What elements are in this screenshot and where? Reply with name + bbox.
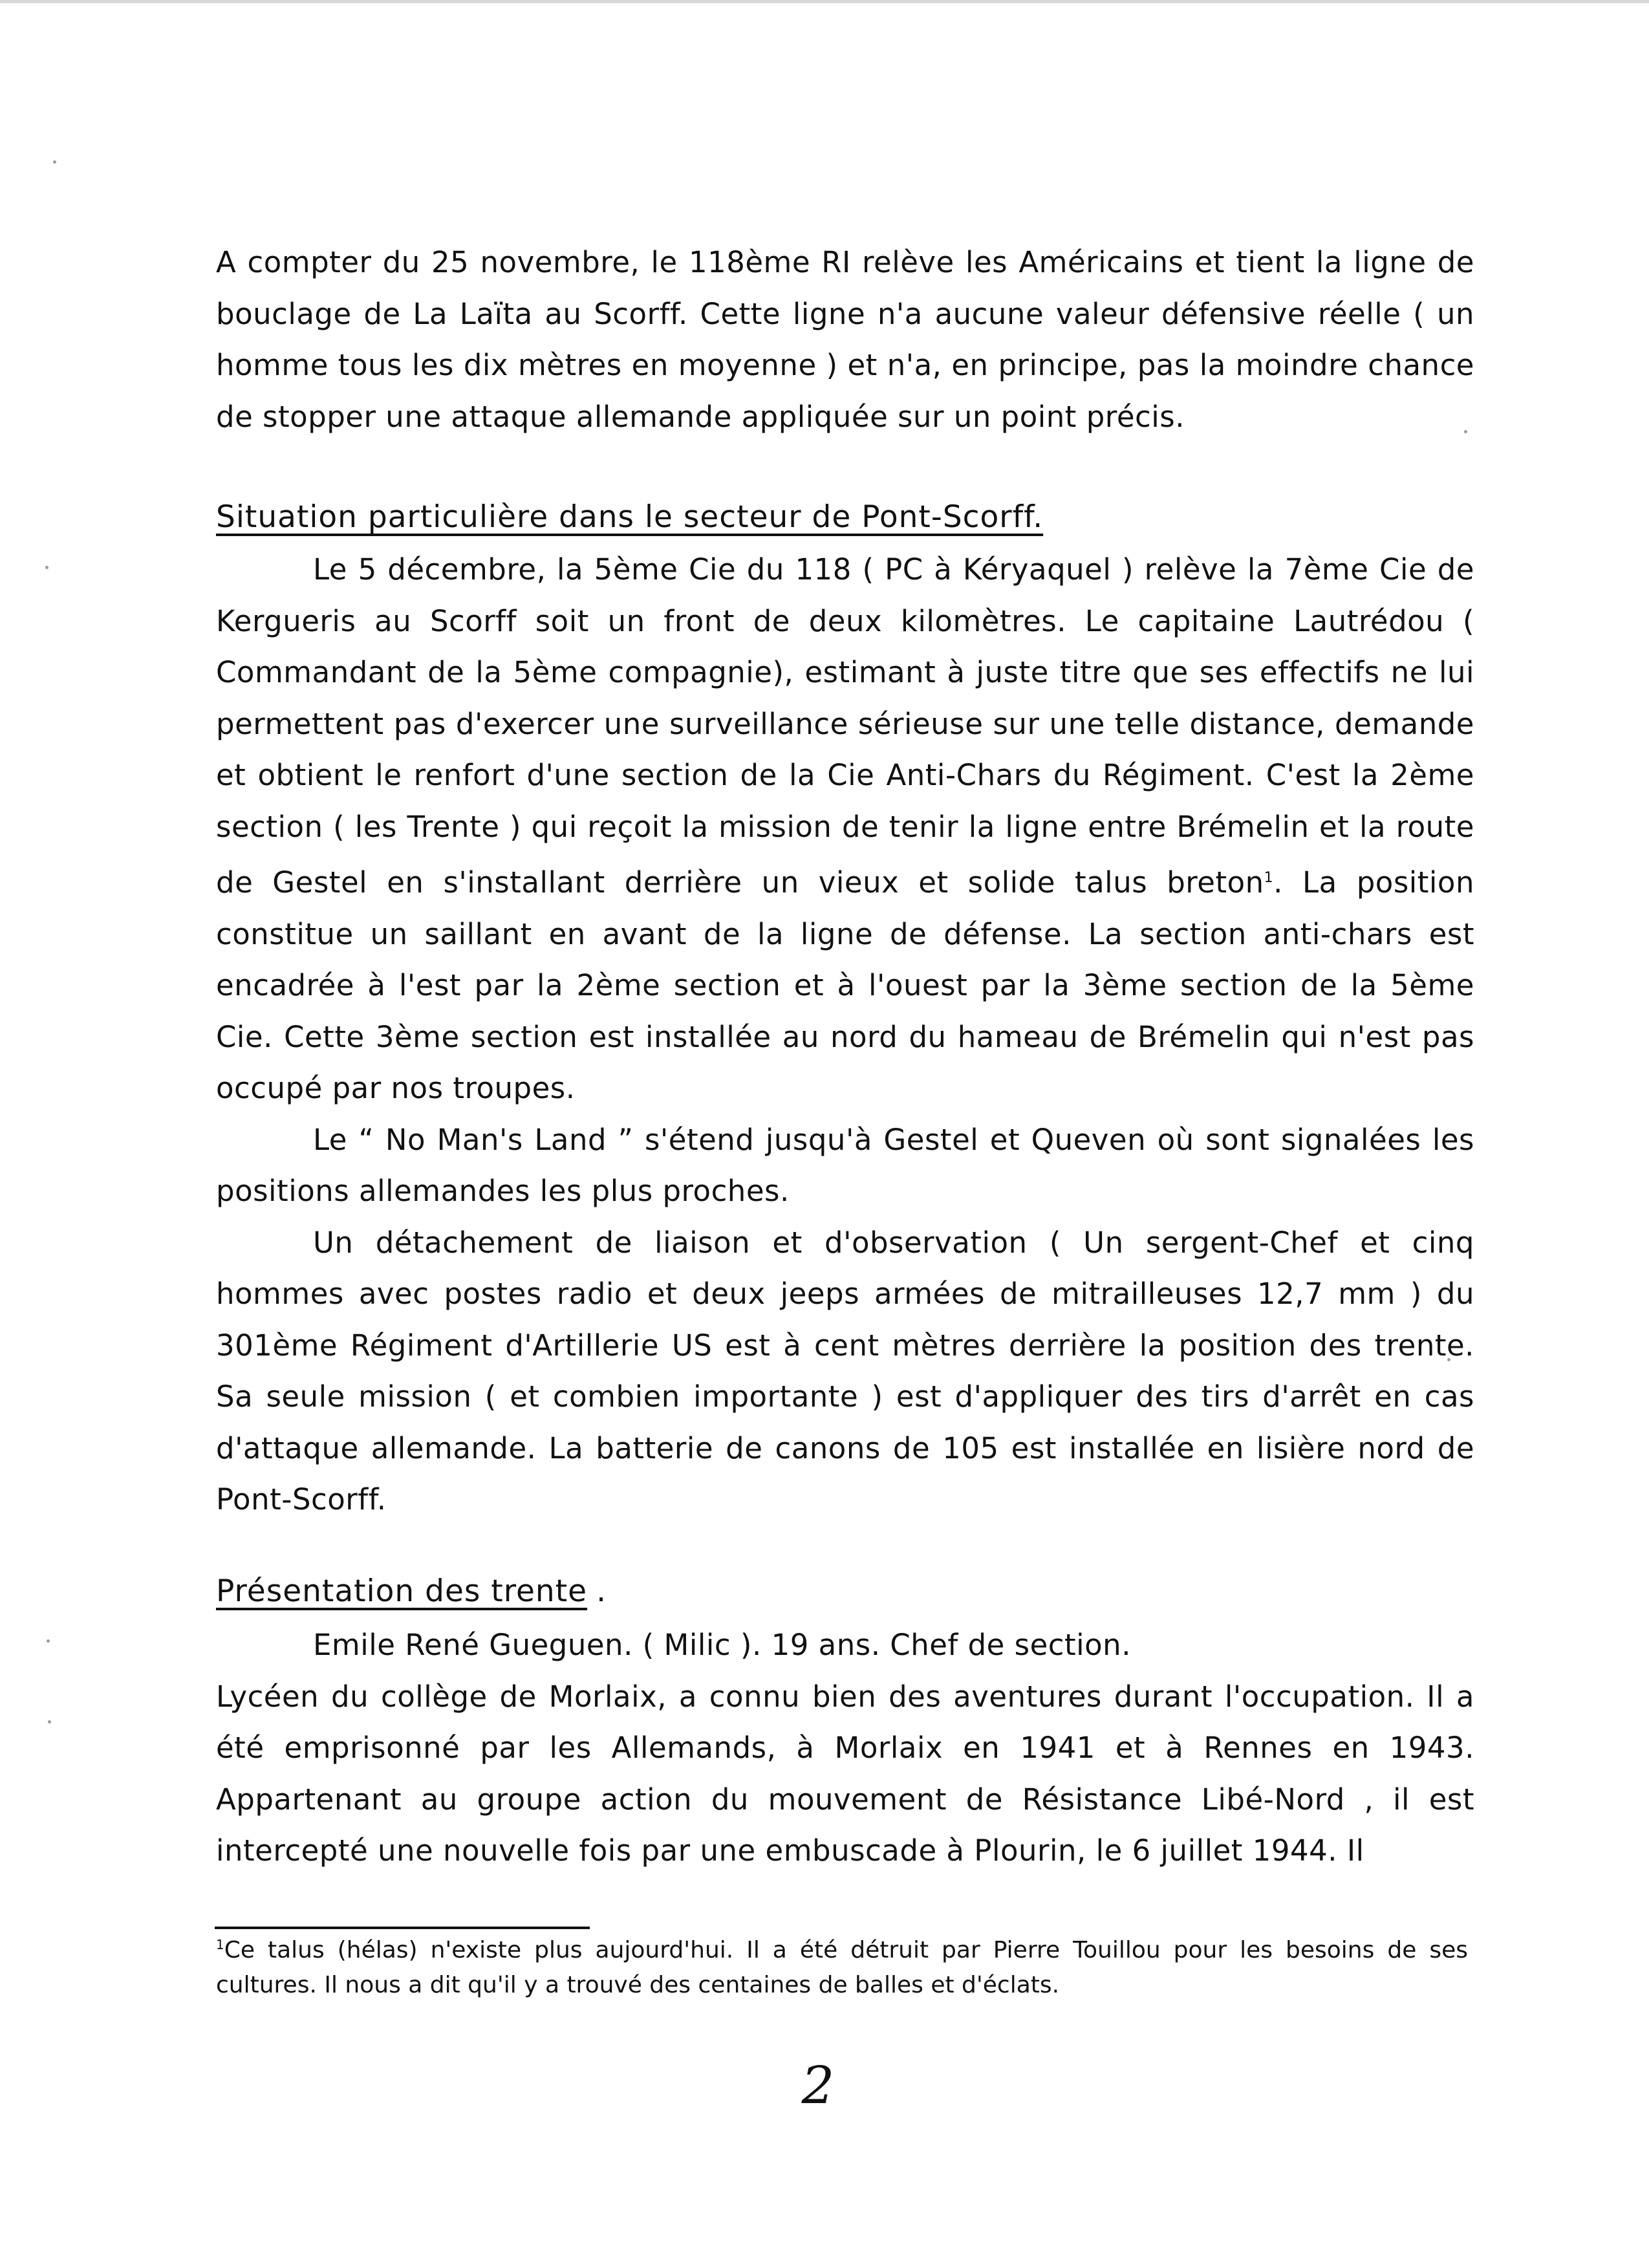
section-heading-situation: Situation particulière dans le secteur de Pont-Scorff. (216, 499, 1044, 535)
scan-speck (45, 566, 48, 569)
detachement-paragraph: Un détachement de liaison et d'observation ( Un sergent-Chef et cinq hommes avec postes radio et deux jeeps armées de mitrailleuses 12,7 mm ) du 301ème Régiment d'Artillerie US est à cent mètres derrière la position des trente. Sa seule mission ( et combien importante ) est d'appliquer des tirs d'arrêt en cas d'attaque allemande. La batterie de canons de 105 est installée en lisière nord de Pont-Scorff. (216, 1225, 1474, 1517)
scan-top-edge (0, 0, 1649, 3)
page-number: 2 (801, 2055, 835, 2115)
intro-paragraph: A compter du 25 novembre, le 118ème RI relève les Américains et tient la ligne de bouclage de La Laïta au Scorff. Cette ligne n'a aucune valeur défensive réelle ( un homme tous les dix mètres en moyenne ) et n'a, en principe, pas la moindre chance de stopper une attaque allemande appliquée sur un point précis. (216, 245, 1474, 434)
situation-paragraph-part-b: . La position constitue un saillant en avant de la ligne de défense. La section anti-chars est encadrée à l'est par la 2ème section et à l'ouest par la 3ème section de la 5ème Cie. Cette 3ème section est installée au nord du hameau de Brémelin qui n'est pas occupé par nos troupes. (216, 865, 1474, 1105)
section-heading-presentation-text: Présentation des trente (216, 1573, 588, 1609)
footnote (216, 1927, 1468, 2003)
section-heading-presentation-period: . (596, 1573, 607, 1609)
scan-speck (48, 1720, 51, 1723)
footnote-reference: 1 (1264, 870, 1274, 886)
situation-paragraph-part-a: Le 5 décembre, la 5ème Cie du 118 ( PC à Kéryaquel ) relève la 7ème Cie de Kergueris au Scorff soit un front de deux kilomètres. Le capitaine Lautrédou ( Commandant de la 5ème compagnie), estimant à juste titre que ses effectifs ne lui permettent pas d'exercer une surveillance sérieuse sur une telle distance, demande et obtient le renfort d'une section de la Cie Anti-Chars du Régiment. C'est la 2ème section ( les Trente ) qui reçoit la mission de tenir la ligne entre Brémelin et la route de Gestel en s'installant derrière un vieux et solide talus breton (216, 552, 1474, 900)
scan-speck (53, 160, 56, 164)
footnote-number: 1 (216, 1937, 224, 1952)
gueguen-title-line: Emile René Gueguen. ( Milic ). 19 ans. Chef de section. (313, 1628, 1131, 1662)
situation-paragraphs-block (216, 544, 1474, 1526)
presentation-paragraphs-block (216, 1619, 1474, 1877)
nomansland-paragraph: Le “ No Man's Land ” s'étend jusqu'à Gestel et Queven où sont signalées les positions allemandes les plus proches. (216, 1122, 1474, 1208)
intro-paragraph-block (216, 237, 1474, 442)
footnote-text: Ce talus (hélas) n'existe plus aujourd'hui. Il a été détruit par Pierre Touillou pour les besoins de ses cultures. Il nous a dit qu'il y a trouvé des centaines de balles et d'éclats. (216, 1937, 1468, 1998)
section-heading-presentation (216, 1573, 607, 1609)
situation-paragraph (216, 544, 1474, 1114)
gueguen-paragraph: Lycéen du collège de Morlaix, a connu bien des aventures durant l'occupation. Il a été emprisonné par les Allemands, à Morlaix en 1941 et à Rennes en 1943. Appartenant au groupe action du mouvement de Résistance Libé-Nord , il est intercepté une nouvelle fois par une embuscade à Plourin, le 6 juillet 1944. Il (216, 1679, 1474, 1868)
scan-speck (47, 1639, 50, 1643)
